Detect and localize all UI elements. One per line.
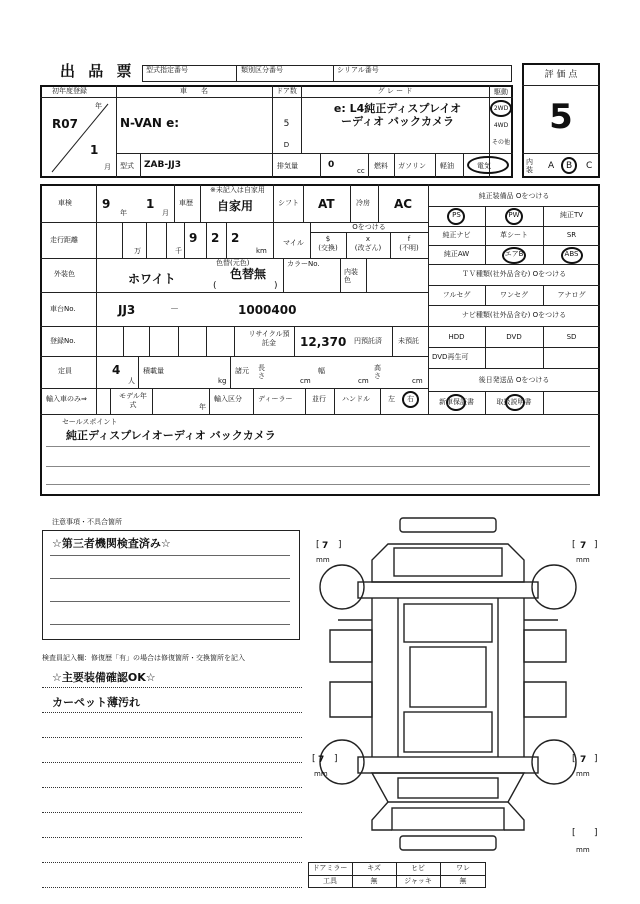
capacity-unit: 人 xyxy=(128,377,135,385)
repaint-paren-open: ( xyxy=(213,281,217,291)
inspection-label: 車検 xyxy=(58,199,72,207)
katashiki-number-label: 型式指定番号 xyxy=(146,66,188,74)
equip-leather: 革シート xyxy=(500,231,528,239)
serial-number-label: シリアル番号 xyxy=(337,66,379,74)
import-dealer: ディーラー xyxy=(258,395,293,403)
payload-unit: kg xyxy=(218,377,227,385)
recycle-value: 12,370 xyxy=(300,335,347,349)
caution-label: 注意事項・不具合箇所 xyxy=(52,518,122,526)
caution-text: ☆第三者機関検査済み☆ xyxy=(52,537,171,550)
model-code-value: ZAB-JJ3 xyxy=(144,160,182,170)
equip-airbag-circle xyxy=(502,247,526,264)
drive-2wd: 2WD xyxy=(493,105,509,112)
tire-rr-value: 7 xyxy=(580,755,587,765)
equip-abs-circle xyxy=(561,247,583,264)
later-warranty-circle xyxy=(446,394,466,411)
inspection-year: 9 xyxy=(102,197,111,211)
chassis-prefix: JJ3 xyxy=(118,303,136,317)
drive-label: 駆動 xyxy=(494,88,508,96)
model-code-label: 型式 xyxy=(120,162,134,170)
legend-break: ワレ xyxy=(456,864,470,872)
navi-sd: SD xyxy=(566,333,577,341)
history-value: 自家用 xyxy=(217,199,254,213)
navi-type-title: ナビ種類(社外品含む) Oをつける xyxy=(461,311,567,319)
legend-jack-value: 無 xyxy=(459,877,467,885)
width-unit: cm xyxy=(358,377,369,385)
interior-label: 内装 xyxy=(526,158,533,174)
equip-ps-circle xyxy=(447,208,465,225)
legend-scratch: キズ xyxy=(367,864,381,872)
history-label: 車歴 xyxy=(179,199,193,207)
length-label: 長さ xyxy=(258,364,265,380)
equip-pw-circle xyxy=(505,208,523,225)
mileage-digit-2: 2 xyxy=(211,231,220,245)
model-year-unit: 年 xyxy=(199,403,206,411)
car-damage-diagram xyxy=(318,512,578,857)
inspection-month: 1 xyxy=(146,197,155,211)
recycle-deposited: 円預託済 xyxy=(354,337,382,345)
tire-fr-bracket-open: [ xyxy=(572,540,576,550)
registration-number-label: 登録No. xyxy=(50,337,76,345)
tire-spare-unit: mm xyxy=(576,846,590,854)
import-type-label: 輸入区分 xyxy=(214,395,242,403)
interior-color-label: 内装色 xyxy=(344,268,358,284)
fuel-label: 燃料 xyxy=(374,162,388,170)
tire-fl-value: 7 xyxy=(322,541,329,551)
sales-point-label: セールスポイント xyxy=(62,418,118,426)
handle-right: 右 xyxy=(407,395,414,403)
tire-fr-bracket-close: ] xyxy=(594,540,598,550)
equip-abs: ABS xyxy=(564,250,579,258)
repaint-label: 色替(元色) xyxy=(216,259,250,267)
inspection-month-unit: 月 xyxy=(162,209,169,217)
model-year-label: モデル年式 xyxy=(119,392,147,409)
year-unit: 年 xyxy=(95,102,102,110)
tire-rr-unit: mm xyxy=(576,770,590,778)
handle-left: 左 xyxy=(388,395,395,403)
handle-label: ハンドル xyxy=(342,395,370,403)
tire-fl-bracket-open: [ xyxy=(316,540,320,550)
legend-door-mirror: ドアミラー xyxy=(312,864,348,872)
later-manual: 取扱説明書 xyxy=(496,398,532,406)
tamper-label: (改ざん) xyxy=(354,244,382,252)
legend-jack: ジャッキ xyxy=(404,877,432,885)
door-suffix: D xyxy=(283,141,290,149)
car-name-label: 車 名 xyxy=(180,87,208,95)
shift-label: シフト xyxy=(278,199,299,207)
door-count-value: 5 xyxy=(283,119,290,129)
navi-hdd: HDD xyxy=(448,333,465,341)
mileage-label: 走行距離 xyxy=(50,236,78,244)
interior-c: C xyxy=(586,161,593,171)
import-only-label: 輸入車のみ⇒ xyxy=(46,395,87,403)
tire-rl-bracket-open: [ xyxy=(312,754,316,764)
interior-b-circle xyxy=(561,157,577,174)
tire-fl-bracket-close: ] xyxy=(338,540,342,550)
chassis-number: 1000400 xyxy=(238,303,297,317)
tv-fullseg: フルセグ xyxy=(442,291,471,299)
navi-dvd: DVD xyxy=(506,333,522,341)
height-unit: cm xyxy=(412,377,423,385)
grade-label: グ レ ー ド xyxy=(377,87,413,95)
mile-label: マイル xyxy=(283,239,304,247)
ruibetsu-number-label: 類別区分番号 xyxy=(241,66,283,74)
length-unit: cm xyxy=(300,377,311,385)
tv-analog: アナログ xyxy=(557,291,586,299)
fuel-diesel: 軽油 xyxy=(440,162,454,170)
form-title: 出 品 票 xyxy=(60,62,136,80)
ac-label: 冷房 xyxy=(356,199,370,207)
displacement-value: 0 xyxy=(328,160,335,170)
width-label: 幅 xyxy=(318,367,325,375)
recycle-not-deposited: 未預託 xyxy=(398,337,419,345)
tire-rr-bracket-close: ] xyxy=(594,754,598,764)
drive-other: その他 xyxy=(491,139,510,146)
unknown-symbol: f xyxy=(407,235,411,243)
fuel-gasoline: ガソリン xyxy=(398,162,426,170)
fuel-electric-circle xyxy=(467,156,509,174)
tire-spare-bracket-open: [ xyxy=(572,828,576,838)
exchange-label: (交換) xyxy=(318,244,338,252)
car-name-value: N-VAN e: xyxy=(120,116,180,130)
tamper-symbol: x xyxy=(365,235,371,243)
tire-rl-unit: mm xyxy=(314,770,328,778)
later-warranty: 新車保証書 xyxy=(439,398,474,406)
tire-fr-value: 7 xyxy=(580,541,587,551)
mileage-digit-1: 9 xyxy=(189,231,198,245)
height-label: 高さ xyxy=(374,364,381,380)
equip-sunroof: SR xyxy=(566,231,577,239)
dvd-playback-label: DVD再生可 xyxy=(432,353,469,361)
drive-2wd-circle xyxy=(490,100,512,117)
displacement-label: 排気量 xyxy=(277,162,298,170)
handle-right-circle xyxy=(402,391,419,408)
month-unit: 月 xyxy=(104,163,111,171)
payload-label: 積載量 xyxy=(143,367,164,375)
tv-oneseg: ワンセグ xyxy=(500,291,528,299)
inspector-line-2: カーペット薄汚れ xyxy=(52,696,140,709)
equip-airbag: エアB xyxy=(504,250,524,258)
ac-value: AC xyxy=(394,197,413,211)
equip-ps: PS xyxy=(452,211,461,219)
legend-tools-value: 無 xyxy=(370,877,378,885)
registration-month: 1 xyxy=(90,143,99,157)
km-unit: km xyxy=(256,247,267,255)
tire-rr-bracket-open: [ xyxy=(572,754,576,764)
mileage-man: 万 xyxy=(134,247,141,255)
grade-value: e: L4純正ディスプレイオーディオ バックカメラ xyxy=(333,102,462,128)
score-label: 評 価 点 xyxy=(544,70,578,80)
color-number-label: カラーNo. xyxy=(287,260,320,268)
exterior-color-value: ホワイト xyxy=(128,272,176,286)
equip-aw: 純正AW xyxy=(443,250,470,258)
later-manual-circle xyxy=(505,394,525,411)
inspector-label: 検査員記入欄：修復歴「有」の場合は修復箇所・交換箇所を記入 xyxy=(42,654,245,662)
history-note: ※未記入は自家用 xyxy=(210,186,265,194)
equipment-title: 純正装備品 Oをつける xyxy=(478,192,550,200)
tire-spare-bracket-close: ] xyxy=(594,828,598,838)
exterior-color-label: 外装色 xyxy=(54,270,75,278)
interior-a: A xyxy=(548,161,555,171)
tire-fr-unit: mm xyxy=(576,556,590,564)
mileage-sen: 千 xyxy=(175,247,182,255)
tire-fl-unit: mm xyxy=(316,556,330,564)
chassis-label: 車台No. xyxy=(50,305,76,313)
capacity-value: 4 xyxy=(112,363,121,377)
registration-year: R07 xyxy=(52,117,78,131)
chassis-dash: － xyxy=(170,305,180,315)
diagonal-slash-icon xyxy=(48,102,110,174)
displacement-unit: cc xyxy=(357,167,365,175)
equip-navi: 純正ナビ xyxy=(442,231,471,239)
inspector-line-1: ☆主要装備確認OK☆ xyxy=(52,671,156,684)
exchange-symbol: $ xyxy=(325,235,331,243)
first-registration-label: 初年度登録 xyxy=(52,87,87,95)
mileage-digit-3: 2 xyxy=(231,231,240,245)
equip-pw: PW xyxy=(508,211,520,219)
mileage-mark-hint: Oをつける xyxy=(352,223,386,231)
import-parallel: 並行 xyxy=(312,395,326,403)
equip-tv: 純正TV xyxy=(559,211,584,219)
tv-type-title: ＴＶ種類(社外品含む) Oをつける xyxy=(461,270,567,278)
legend-tools: 工具 xyxy=(323,877,337,885)
sales-point-text: 純正ディスプレイオーディオ バックカメラ xyxy=(66,429,276,442)
door-count-label: ドア数 xyxy=(276,87,297,95)
score-value: 5 xyxy=(549,97,573,137)
fuel-electric: 電気 xyxy=(477,162,491,170)
recycle-label: リサイクル預託金 xyxy=(248,330,290,347)
legend-crack: ヒビ xyxy=(411,864,425,872)
drive-4wd: 4WD xyxy=(493,122,509,129)
later-shipment-title: 後日発送品 Oをつける xyxy=(478,376,550,384)
unknown-label: (不明) xyxy=(399,244,419,252)
repaint-value: 色替無 xyxy=(230,267,267,281)
repaint-paren-close: ) xyxy=(274,281,278,291)
dimensions-label: 諸元 xyxy=(235,367,249,375)
inspection-year-unit: 年 xyxy=(120,209,127,217)
tire-rl-bracket-close: ] xyxy=(334,754,338,764)
capacity-label: 定員 xyxy=(58,367,72,375)
tire-rl-value: 7 xyxy=(318,755,325,765)
interior-b: B xyxy=(566,161,573,171)
header-id-box xyxy=(142,65,512,82)
shift-value: AT xyxy=(318,197,335,211)
